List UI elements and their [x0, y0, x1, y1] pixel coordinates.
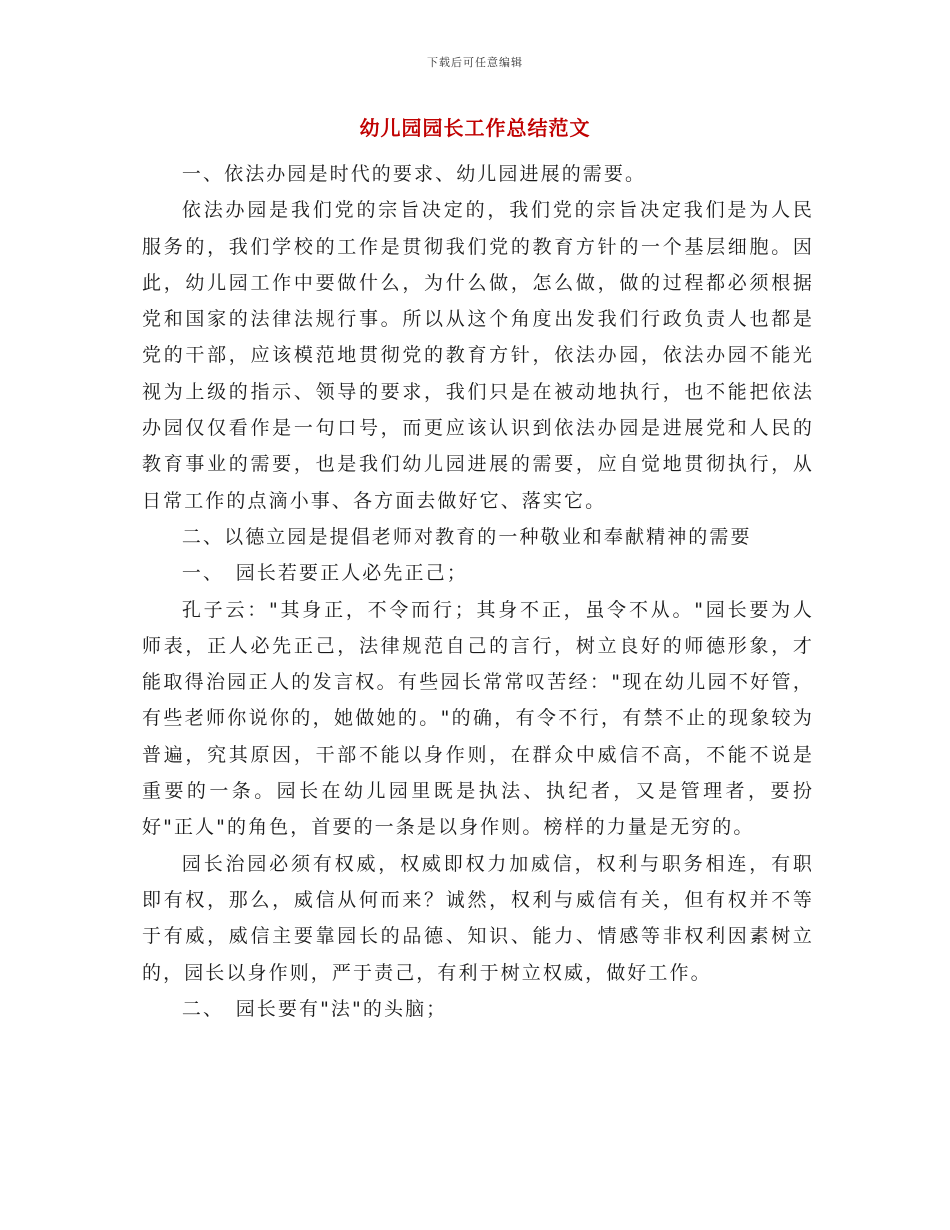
- paragraph: 依法办园是我们党的宗旨决定的，我们党的宗旨决定我们是为人民服务的，我们学校的工作是贯彻我们党的教育方针的一个基层细胞。因此，幼儿园工作中要做什么，为什么做，怎么做，做的过程都必须根据党和国家的法律法规行事。所以从这个角度出发我们行政负责人也都是党的干部，应该模范地贯彻党的教育方针，依法办园，依法办园不能光视为上级的指示、领导的要求，我们只是在被动地执行，也不能把依法办园仅仅看作是一句口号，而更应该认识到依法办园是进展党和人民的教育事业的需要，也是我们幼儿园进展的需要，应自觉地贯彻执行，从日常工作的点滴小事、各方面去做好它、落实它。: [142, 199, 814, 512]
- paragraph: 二、以德立园是提倡老师对教育的一种敬业和奉献精神的需要: [181, 525, 752, 548]
- paragraph: 一、 园长若要正人必先正己；: [181, 562, 468, 585]
- paragraph: 一、依法办园是时代的要求、幼儿园进展的需要。: [181, 163, 647, 185]
- paragraph: 园长治园必须有权威，权威即权力加威信，权利与职务相连，有职即有权，那么，威信从何而来？诚然，权利与威信有关，但有权并不等于有威，威信主要靠园长的品德、知识、能力、情感等非权利因素树立的，园长以身作则，严于责己，有利于树立权威，做好工作。: [142, 852, 814, 984]
- paragraph: 二、 园长要有"法"的头脑；: [181, 997, 448, 1020]
- document-title: 幼儿园园长工作总结范文: [359, 116, 591, 140]
- document-body: [142, 156, 814, 1027]
- header-note: 下载后可任意编辑: [427, 56, 523, 69]
- paragraph: 孔子云："其身正，不令而行；其身不正，虽令不从。"园长要为人师表，正人必先正己，法律规范自己的言行，树立良好的师德形象，才能取得治园正人的发言权。有些园长常常叹苦经："现在幼儿园不好管，有些老师你说你的，她做她的。"的确，有令不行，有禁不止的现象较为普遍，究其原因，干部不能以身作则，在群众中威信不高，不能不说是重要的一条。园长在幼儿园里既是执法、执纪者，又是管理者，要扮好"正人"的角色，首要的一条是以身作则。榜样的力量是无穷的。: [142, 598, 814, 839]
